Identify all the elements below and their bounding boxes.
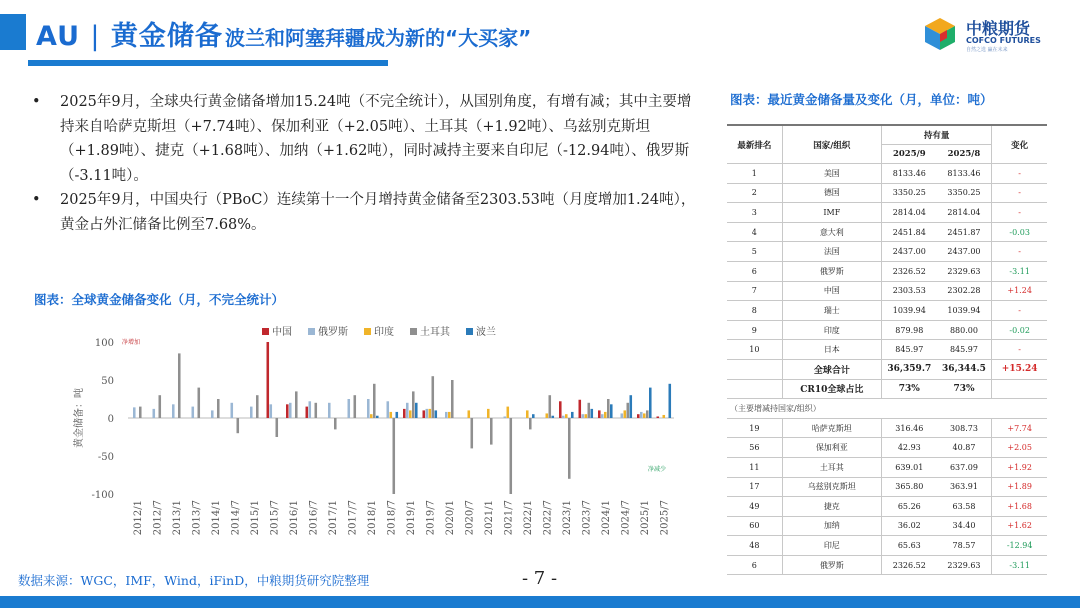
bar-俄罗斯-2013/7	[192, 407, 195, 418]
cell-chg: -0.03	[992, 222, 1047, 242]
x-tick-label: 2015/7	[269, 500, 281, 536]
cell-country: 土耳其	[782, 457, 881, 477]
cell-sep: 42.93	[881, 438, 936, 458]
bar-波兰-2023/1	[571, 412, 574, 418]
cell-aug: 3350.25	[937, 183, 992, 203]
cell-chg: -12.94	[992, 536, 1047, 556]
bar-俄罗斯-2015/1	[250, 407, 253, 418]
cell-country: 全球合计	[782, 359, 881, 379]
bar-俄罗斯-2012/7	[153, 409, 156, 418]
cell-aug: 2329.63	[937, 261, 992, 281]
cell-rank: 3	[727, 203, 782, 223]
cell-sep: 36,359.7	[881, 359, 936, 379]
cell-aug: 36,344.5	[937, 359, 992, 379]
y-tick-label: -100	[91, 490, 114, 501]
legend-label-4: 波兰	[476, 327, 496, 338]
cell-chg: -0.02	[992, 320, 1047, 340]
title-text: 黄金储备	[110, 21, 223, 52]
table-row	[727, 340, 1047, 360]
bar-印度-2020/1	[448, 412, 451, 418]
bar-波兰-2018/7	[396, 412, 399, 418]
table-total-row	[727, 359, 1047, 379]
bar-俄罗斯-2015/7	[270, 404, 273, 418]
x-tick-label: 2013/1	[171, 500, 183, 536]
cell-chg	[992, 379, 1047, 399]
bar-土耳其-2018/7	[393, 418, 396, 494]
cell-rank: 6	[727, 261, 782, 281]
cell-sep: 2451.84	[881, 222, 936, 242]
bar-土耳其-2020/7	[471, 418, 474, 448]
bar-土耳其-2013/7	[198, 388, 201, 418]
bullet-item	[32, 90, 697, 188]
cell-country: 俄罗斯	[782, 261, 881, 281]
table-section-row	[727, 399, 1047, 419]
bar-印度-2023/1	[565, 414, 568, 418]
bar-土耳其-2019/7	[432, 376, 435, 418]
cell-chg: +1.92	[992, 457, 1047, 477]
bar-印度-2023/7	[585, 414, 588, 418]
bar-印度-2019/1	[409, 410, 412, 418]
cell-sep: 3350.25	[881, 183, 936, 203]
cell-aug: 1039.94	[937, 301, 992, 321]
summary-bullets	[32, 90, 697, 237]
y-tick-label: 50	[101, 376, 114, 387]
bar-土耳其-2013/1	[178, 353, 181, 418]
bar-中国-2015/7	[267, 342, 270, 418]
table-row	[727, 164, 1047, 184]
th-rank: 最新排名	[727, 125, 782, 164]
bar-俄罗斯-2016/1	[289, 403, 292, 418]
bar-土耳其-2023/1	[568, 418, 571, 479]
bar-土耳其-2024/1	[607, 399, 610, 418]
cell-rank: 10	[727, 340, 782, 360]
bar-印度-2021/1	[487, 409, 490, 418]
bar-中国-2023/7	[579, 400, 582, 418]
table-row	[727, 203, 1047, 223]
bar-印度-2025/1	[643, 413, 646, 418]
footer-bar	[0, 596, 1080, 608]
x-tick-label: 2013/7	[191, 500, 203, 536]
cell-rank: 2	[727, 183, 782, 203]
legend-swatch-0	[262, 328, 269, 335]
cell-sep: 639.01	[881, 457, 936, 477]
bar-土耳其-2014/1	[217, 399, 220, 418]
bar-波兰-2023/7	[591, 409, 594, 418]
bar-中国-2019/1	[403, 409, 406, 418]
cell-aug: 2437.00	[937, 242, 992, 262]
bullet-item	[32, 188, 697, 237]
cell-rank: 4	[727, 222, 782, 242]
cell-aug: 73%	[937, 379, 992, 399]
logo-cn: 中粮期货	[966, 19, 1031, 38]
cell-chg: +7.74	[992, 418, 1047, 438]
cell-aug: 845.97	[937, 340, 992, 360]
table-section-label: （主要增减持国家/组织）	[727, 399, 1047, 419]
bar-俄罗斯-2018/1	[367, 399, 370, 418]
data-source: 数据来源：WGC，IMF，Wind，iFinD，中粮期货研究院整理	[18, 573, 370, 588]
cell-sep: 2326.52	[881, 555, 936, 575]
bar-印度-2019/7	[429, 409, 432, 418]
cell-sep: 2326.52	[881, 261, 936, 281]
bar-俄罗斯-2021/7	[504, 416, 507, 418]
cell-sep: 2303.53	[881, 281, 936, 301]
cell-rank: 1	[727, 164, 782, 184]
table-body-top	[727, 164, 1047, 575]
bar-波兰-2024/7	[630, 395, 633, 418]
bar-俄罗斯-2019/7	[426, 409, 429, 418]
cell-rank: 56	[727, 438, 782, 458]
bar-土耳其-2018/1	[373, 384, 376, 418]
cell-chg: +1.68	[992, 497, 1047, 517]
cell-country: 保加利亚	[782, 438, 881, 458]
bullet-dot: •	[32, 94, 41, 110]
cell-sep: 845.97	[881, 340, 936, 360]
y-tick-label: 100	[94, 338, 114, 349]
bar-中国-2024/1	[598, 410, 601, 418]
bar-俄罗斯-2012/1	[133, 407, 136, 418]
x-tick-label: 2015/1	[249, 500, 261, 536]
cell-sep: 2814.04	[881, 203, 936, 223]
x-tick-label: 2020/1	[444, 500, 456, 536]
bar-波兰-2024/1	[610, 404, 613, 418]
cell-rank: 8	[727, 301, 782, 321]
bullet-text: 2025年9月，全球央行黄金储备增加15.24吨（不完全统计），从国别角度，有增有减；其中主要增持来自哈萨克斯坦（+7.74吨）、保加利亚（+2.05吨）、土耳其（+1.92吨）、乌兹别克斯坦（+1.89吨）、捷克（+1.68吨）、加纳（+1.62吨），同时减持主要来自印尼（-12.94吨）、俄罗斯（-3.11吨）。	[60, 94, 692, 184]
cell-aug: 40.87	[937, 438, 992, 458]
cell-country: 捷克	[782, 497, 881, 517]
table-row	[727, 516, 1047, 536]
cell-chg: -	[992, 203, 1047, 223]
table-row	[727, 477, 1047, 497]
bar-中国-2025/7	[657, 416, 660, 418]
bar-俄罗斯-2014/1	[211, 410, 214, 418]
cell-country: 乌兹别克斯坦	[782, 477, 881, 497]
legend-swatch-2	[364, 328, 371, 335]
legend-swatch-1	[308, 328, 315, 335]
cell-aug: 363.91	[937, 477, 992, 497]
cell-country: 法国	[782, 242, 881, 262]
bar-波兰-2022/1	[532, 414, 535, 418]
cell-sep: 365.80	[881, 477, 936, 497]
bar-俄罗斯-2017/1	[328, 403, 331, 418]
bar-印度-2021/7	[507, 407, 510, 418]
y-tick-label: 0	[107, 414, 114, 425]
title-code: AU	[36, 21, 80, 52]
bar-印度-2018/1	[370, 414, 373, 418]
bar-印度-2022/1	[526, 410, 529, 418]
cell-country: 加纳	[782, 516, 881, 536]
x-tick-label: 2024/1	[600, 500, 612, 536]
x-tick-label: 2017/7	[347, 500, 359, 536]
bar-土耳其-2021/7	[510, 418, 513, 494]
bar-土耳其-2025/1	[646, 410, 649, 418]
bullet-text: 2025年9月，中国央行（PBoC）连续第十一个月增持黄金储备至2303.53吨（月度增加1.24吨），黄金占外汇储备比例至7.68%。	[60, 192, 696, 233]
cell-aug: 8133.46	[937, 164, 992, 184]
annotation-net-increase: 净增加	[122, 339, 141, 346]
logo-en: COFCO FUTURES	[966, 36, 1041, 45]
y-tick-label: -50	[97, 452, 114, 463]
page-title	[36, 14, 223, 53]
x-tick-label: 2014/7	[230, 500, 242, 536]
x-tick-label: 2023/7	[581, 500, 593, 536]
cell-chg: -	[992, 164, 1047, 184]
cell-sep: 2437.00	[881, 242, 936, 262]
legend-label-2: 印度	[374, 327, 394, 338]
bar-俄罗斯-2016/7	[309, 401, 312, 418]
legend-label-0: 中国	[272, 327, 292, 338]
cell-chg: -	[992, 183, 1047, 203]
cell-country: IMF	[782, 203, 881, 223]
cell-country: 德国	[782, 183, 881, 203]
bar-印度-2022/7	[546, 413, 549, 418]
x-tick-label: 2016/7	[308, 500, 320, 536]
bar-俄罗斯-2025/1	[640, 412, 643, 418]
cell-aug: 637.09	[937, 457, 992, 477]
x-tick-label: 2021/7	[503, 500, 515, 536]
bar-土耳其-2015/7	[276, 418, 279, 437]
bar-土耳其-2020/1	[451, 380, 454, 418]
x-tick-label: 2023/1	[561, 500, 573, 536]
bar-俄罗斯-2024/7	[621, 413, 624, 418]
cell-country: 美国	[782, 164, 881, 184]
gold-reserve-chart	[60, 318, 686, 568]
cell-aug: 2302.28	[937, 281, 992, 301]
bar-波兰-2025/7	[669, 384, 672, 418]
cell-sep: 316.46	[881, 418, 936, 438]
cell-chg: -3.11	[992, 555, 1047, 575]
table-row	[727, 418, 1047, 438]
bar-印度-2025/7	[663, 415, 666, 418]
chart-caption: 图表：全球黄金储备变化（月，不完全统计）	[34, 292, 285, 307]
logo-slogan: 自然之选 赢在未来	[966, 47, 1008, 53]
cell-rank: 48	[727, 536, 782, 556]
bar-中国-2023/1	[559, 401, 562, 418]
table-row	[727, 555, 1047, 575]
cell-rank: 7	[727, 281, 782, 301]
bar-土耳其-2015/1	[256, 395, 259, 418]
table-cr10-row	[727, 379, 1047, 399]
cell-country: 中国	[782, 281, 881, 301]
x-tick-label: 2021/1	[483, 500, 495, 536]
table-row	[727, 536, 1047, 556]
cell-country: 印尼	[782, 536, 881, 556]
bar-印度-2020/7	[468, 410, 471, 418]
table-row	[727, 301, 1047, 321]
header-accent-bar	[0, 14, 26, 50]
bullet-dot: •	[32, 192, 41, 208]
cell-country: 印度	[782, 320, 881, 340]
cell-rank: 6	[727, 555, 782, 575]
cell-sep: 65.26	[881, 497, 936, 517]
cell-chg: +1.89	[992, 477, 1047, 497]
bar-俄罗斯-2023/7	[582, 414, 585, 418]
cell-sep: 879.98	[881, 320, 936, 340]
bar-土耳其-2017/1	[334, 418, 337, 429]
legend-label-3: 土耳其	[420, 327, 450, 338]
cell-chg: +15.24	[992, 359, 1047, 379]
x-tick-label: 2017/1	[327, 500, 339, 536]
bar-俄罗斯-2017/7	[348, 399, 351, 418]
x-tick-label: 2022/1	[522, 500, 534, 536]
bar-土耳其-2019/1	[412, 391, 415, 418]
bar-土耳其-2022/1	[529, 418, 532, 429]
bar-土耳其-2024/7	[627, 403, 630, 418]
cell-country: 哈萨克斯坦	[782, 418, 881, 438]
cell-rank	[727, 379, 782, 399]
bar-俄罗斯-2019/1	[406, 403, 409, 418]
cell-chg: -3.11	[992, 261, 1047, 281]
bar-土耳其-2017/7	[354, 395, 357, 418]
bar-土耳其-2016/7	[315, 403, 318, 418]
bar-波兰-2018/1	[376, 416, 379, 418]
table-row	[727, 497, 1047, 517]
bar-波兰-2019/1	[415, 403, 418, 418]
cell-aug: 63.58	[937, 497, 992, 517]
bar-土耳其-2022/7	[549, 395, 552, 418]
table-row	[727, 183, 1047, 203]
cell-aug: 308.73	[937, 418, 992, 438]
table-row	[727, 261, 1047, 281]
annotation-net-decrease: 净减少	[648, 466, 667, 474]
cell-aug: 2814.04	[937, 203, 992, 223]
legend-label-1: 俄罗斯	[318, 327, 348, 338]
bar-土耳其-2014/7	[237, 418, 240, 433]
cell-sep: 1039.94	[881, 301, 936, 321]
table-caption: 图表：最近黄金储备量及变化（月，单位：吨）	[730, 92, 993, 107]
bar-俄罗斯-2018/7	[387, 401, 390, 418]
cell-chg: -	[992, 340, 1047, 360]
cell-aug: 78.57	[937, 536, 992, 556]
cell-rank: 9	[727, 320, 782, 340]
cell-country: 俄罗斯	[782, 555, 881, 575]
table-row	[727, 222, 1047, 242]
cell-rank: 5	[727, 242, 782, 262]
reserve-table	[727, 124, 1047, 575]
cell-chg: -	[992, 301, 1047, 321]
table-row	[727, 438, 1047, 458]
header-underline	[28, 60, 388, 66]
company-logo	[922, 16, 1072, 56]
th-sep: 2025/9	[881, 145, 936, 164]
bar-波兰-2019/7	[435, 410, 438, 418]
th-country: 国家/组织	[782, 125, 881, 164]
cell-aug: 2451.87	[937, 222, 992, 242]
legend-swatch-3	[410, 328, 417, 335]
x-tick-label: 2019/1	[405, 500, 417, 536]
bar-俄罗斯-2013/1	[172, 404, 175, 418]
logo-cube-icon	[922, 16, 958, 52]
x-tick-label: 2016/1	[288, 500, 300, 536]
x-tick-label: 2025/1	[639, 500, 651, 536]
x-tick-label: 2019/7	[425, 500, 437, 536]
y-axis-label: 黄金储备：吨	[74, 388, 85, 448]
cell-rank: 17	[727, 477, 782, 497]
cell-chg: +1.62	[992, 516, 1047, 536]
x-tick-label: 2022/7	[542, 500, 554, 536]
bar-中国-2016/1	[286, 404, 289, 418]
x-tick-label: 2020/7	[464, 500, 476, 536]
cell-country: 瑞士	[782, 301, 881, 321]
table-row	[727, 242, 1047, 262]
th-aug: 2025/8	[937, 145, 992, 164]
page-number: - 7 -	[522, 568, 558, 589]
cell-aug: 2329.63	[937, 555, 992, 575]
bar-印度-2024/7	[624, 410, 627, 418]
bar-俄罗斯-2020/1	[445, 412, 448, 418]
bar-俄罗斯-2024/1	[601, 414, 604, 418]
th-change: 变化	[992, 125, 1047, 164]
cell-chg: +2.05	[992, 438, 1047, 458]
x-tick-label: 2014/1	[210, 500, 222, 536]
table-row	[727, 281, 1047, 301]
x-tick-label: 2018/1	[366, 500, 378, 536]
bar-土耳其-2021/1	[490, 418, 493, 445]
bar-中国-2016/7	[306, 407, 309, 418]
x-tick-label: 2012/7	[152, 500, 164, 536]
cell-aug: 880.00	[937, 320, 992, 340]
cell-sep: 8133.46	[881, 164, 936, 184]
cell-rank: 19	[727, 418, 782, 438]
x-tick-label: 2018/7	[386, 500, 398, 536]
cell-country: CR10全球占比	[782, 379, 881, 399]
cell-chg: -	[992, 242, 1047, 262]
legend-swatch-4	[466, 328, 473, 335]
cell-aug: 34.40	[937, 516, 992, 536]
bar-土耳其-2012/1	[139, 407, 142, 418]
cell-sep: 73%	[881, 379, 936, 399]
cell-chg: +1.24	[992, 281, 1047, 301]
bar-波兰-2022/7	[552, 416, 555, 418]
x-tick-label: 2012/1	[132, 500, 144, 536]
cell-sep: 65.63	[881, 536, 936, 556]
cell-sep: 36.02	[881, 516, 936, 536]
bar-土耳其-2016/1	[295, 391, 298, 418]
bar-印度-2024/1	[604, 412, 607, 418]
table-row	[727, 457, 1047, 477]
bar-印度-2018/7	[390, 412, 393, 418]
cell-rank: 60	[727, 516, 782, 536]
cell-country: 日本	[782, 340, 881, 360]
bar-俄罗斯-2023/1	[562, 416, 565, 418]
cell-rank: 11	[727, 457, 782, 477]
cell-rank: 49	[727, 497, 782, 517]
th-holdings: 持有量	[881, 125, 991, 145]
bar-波兰-2025/1	[649, 388, 652, 418]
cell-rank	[727, 359, 782, 379]
page-subtitle: 波兰和阿塞拜疆成为新的“大买家”	[225, 26, 532, 50]
cell-country: 意大利	[782, 222, 881, 242]
table-row	[727, 320, 1047, 340]
bar-土耳其-2012/7	[159, 395, 162, 418]
bar-俄罗斯-2014/7	[231, 403, 234, 418]
x-tick-label: 2025/7	[659, 500, 671, 536]
title-separator: |	[90, 21, 101, 52]
x-tick-label: 2024/7	[620, 500, 632, 536]
bar-中国-2019/7	[423, 410, 426, 418]
bar-土耳其-2023/7	[588, 403, 591, 418]
bar-中国-2025/1	[637, 414, 640, 418]
